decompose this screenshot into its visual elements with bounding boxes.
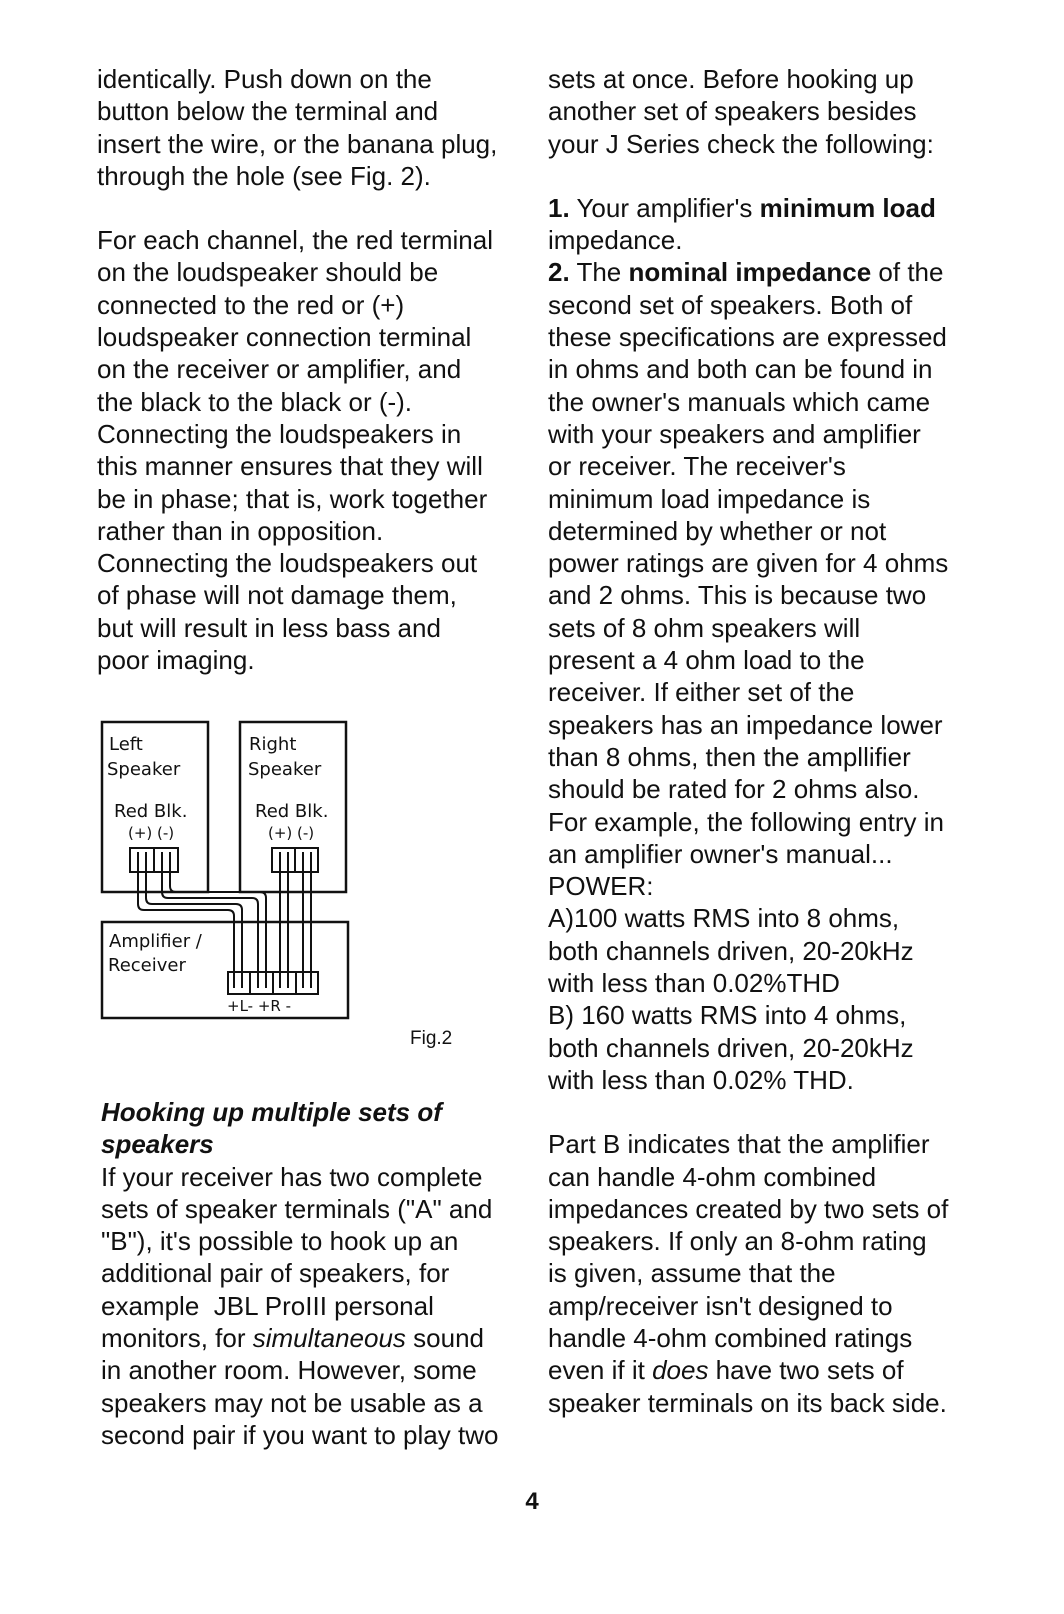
text-line: and 2 ohms. This is because two [548, 580, 927, 611]
text-line: with your speakers and amplifier [548, 418, 921, 449]
paragraph-phase [97, 224, 527, 676]
right-terminal-colors: Red Blk. [255, 801, 329, 822]
emphasis-term: minimum load [759, 192, 936, 223]
text-line: connected to the red or (+) [97, 289, 405, 320]
text-line: present a 4 ohm load to the [548, 645, 865, 676]
text-line: these specifications are expressed [548, 322, 947, 353]
text-line [101, 1225, 531, 1257]
text-run: "B"), it's possible to hook up an [101, 1226, 459, 1257]
text-line: both channels driven, 20-20kHz [548, 1032, 914, 1063]
page-number: 4 [525, 1488, 539, 1515]
text-line: should be rated for 2 ohms also. [548, 774, 920, 805]
text-run: example JBL ProIII personal [101, 1290, 434, 1321]
amplifier-label: Amplifier / [109, 931, 202, 952]
text-line: Connecting the loudspeakers out [97, 548, 478, 579]
text-run: monitors, for [101, 1323, 253, 1354]
text-run: speakers may not be usable as a [101, 1387, 483, 1418]
text-line [548, 1290, 988, 1322]
text-line [548, 1322, 988, 1354]
text-line: an amplifier owner's manual... [548, 838, 893, 869]
text-line: sets of 8 ohm speakers will [548, 612, 861, 643]
text-run: The [569, 257, 629, 288]
text-run: Your amplifier's [569, 192, 760, 223]
emphasis-text: simultaneous [252, 1323, 406, 1354]
paragraph-gap [97, 192, 527, 224]
text-run: impedances created by two sets of [548, 1193, 949, 1224]
text-line: than 8 ohms, then the ampllifier [548, 741, 911, 772]
text-line: this manner ensures that they will [97, 451, 483, 482]
text-line [548, 1257, 988, 1289]
text-run: sound [405, 1323, 484, 1354]
paragraph-terminal-insert [97, 63, 527, 192]
text-line [101, 1322, 531, 1354]
text-line [101, 1290, 531, 1322]
text-line: with less than 0.02%THD [548, 968, 840, 999]
text-run: in another room. However, some [101, 1355, 477, 1386]
right-speaker-label: Speaker [248, 759, 322, 780]
text-line: with less than 0.02% THD. [548, 1064, 854, 1095]
text-line [548, 1128, 988, 1160]
text-line: POWER: [548, 871, 654, 902]
section-heading: speakers [101, 1129, 214, 1160]
text-run: can handle 4-ohm combined [548, 1161, 877, 1192]
paragraph-gap [548, 1096, 988, 1128]
text-line: poor imaging. [97, 645, 255, 676]
text-line: identically. Push down on the [97, 64, 432, 94]
text-line [548, 1193, 988, 1225]
checklist-item-2 [548, 256, 988, 288]
text-run: sets of speaker terminals ("A" and [101, 1193, 493, 1224]
left-terminal-polarity: (+) (-) [128, 824, 175, 842]
figure-caption: Fig.2 [410, 1028, 453, 1049]
text-run: speakers. If only an 8-ohm rating [548, 1226, 927, 1257]
text-run: second pair if you want to play two [101, 1419, 499, 1450]
text-run: speaker terminals on its back side. [548, 1387, 947, 1418]
text-line: receiver. If either set of the [548, 677, 855, 708]
text-run: of the [871, 257, 944, 288]
text-line [101, 1161, 531, 1193]
text-run: additional pair of speakers, for [101, 1258, 450, 1289]
multiple-speakers-section [101, 1096, 531, 1451]
text-line [101, 1354, 531, 1386]
section-body [101, 1161, 531, 1452]
text-line: Connecting the loudspeakers in [97, 418, 462, 449]
text-line: For example, the following entry in [548, 806, 944, 837]
text-line: rather than in opposition. [97, 515, 384, 546]
text-line: the black to the black or (-). [97, 386, 413, 417]
right-column [548, 63, 988, 1419]
left-column [97, 63, 527, 676]
text-line: loudspeaker connection terminal [97, 322, 472, 353]
paragraph-gap [548, 160, 988, 192]
emphasis-term: nominal impedance [628, 257, 872, 288]
text-line [548, 1387, 988, 1419]
left-speaker-label: Left [109, 734, 143, 755]
text-line [548, 1354, 988, 1386]
text-line [101, 1419, 531, 1451]
text-line: power ratings are given for 4 ohms [548, 548, 949, 579]
text-line: your J Series check the following: [548, 128, 934, 159]
right-speaker-label: Right [249, 734, 297, 755]
text-run: is given, assume that the [548, 1258, 836, 1289]
text-line [101, 1387, 531, 1419]
text-run: even if it [548, 1355, 653, 1386]
text-line: or receiver. The receiver's [548, 451, 846, 482]
text-line: insert the wire, or the banana plug, [97, 128, 498, 159]
text-run: have two sets of [708, 1355, 904, 1386]
text-line: through the hole (see Fig. 2). [97, 160, 431, 191]
item-number: 2. [548, 257, 570, 288]
text-line: minimum load impedance is [548, 483, 871, 514]
text-line: but will result in less bass and [97, 612, 441, 643]
text-line: of phase will not damage them, [97, 580, 457, 611]
text-line: button below the terminal and [97, 96, 439, 127]
text-line [101, 1257, 531, 1289]
text-line: in ohms and both can be found in [548, 354, 933, 385]
text-run: amp/receiver isn't designed to [548, 1290, 893, 1321]
text-line: another set of speakers besides [548, 96, 917, 127]
wiring-diagram [100, 720, 460, 1050]
text-run: Part B indicates that the amplifier [548, 1129, 930, 1160]
section-heading: Hooking up multiple sets of [101, 1097, 442, 1127]
item-number: 1. [548, 192, 570, 223]
text-line: both channels driven, 20-20kHz [548, 935, 914, 966]
text-line: speakers has an impedance lower [548, 709, 943, 740]
text-run: If your receiver has two complete [101, 1161, 483, 1192]
text-line: the owner's manuals which came [548, 386, 931, 417]
checklist-item-1 [548, 192, 988, 224]
text-line: on the receiver or amplifier, and [97, 354, 462, 385]
left-speaker-label: Speaker [107, 759, 181, 780]
text-line: be in phase; that is, work together [97, 483, 488, 514]
left-terminal-colors: Red Blk. [114, 801, 188, 822]
text-line: For each channel, the red terminal [97, 225, 493, 256]
part-b-paragraph [548, 1128, 988, 1419]
text-run: handle 4-ohm combined ratings [548, 1322, 913, 1353]
text-line: on the loudspeaker should be [97, 257, 439, 288]
text-line: sets at once. Before hooking up [548, 64, 914, 94]
text-line: impedance. [548, 225, 683, 256]
text-line [548, 1161, 988, 1193]
text-line [101, 1193, 531, 1225]
amplifier-label: Receiver [108, 955, 186, 976]
text-line [548, 1225, 988, 1257]
emphasis-text: does [652, 1355, 709, 1386]
text-line: A)100 watts RMS into 8 ohms, [548, 903, 900, 934]
right-terminal-polarity: (+) (-) [268, 824, 315, 842]
text-line: determined by whether or not [548, 515, 887, 546]
amplifier-terminal-labels: +L- +R - [227, 997, 292, 1015]
checklist-item-2-body [548, 289, 988, 1096]
text-line: B) 160 watts RMS into 4 ohms, [548, 1000, 907, 1031]
text-line: second set of speakers. Both of [548, 289, 913, 320]
